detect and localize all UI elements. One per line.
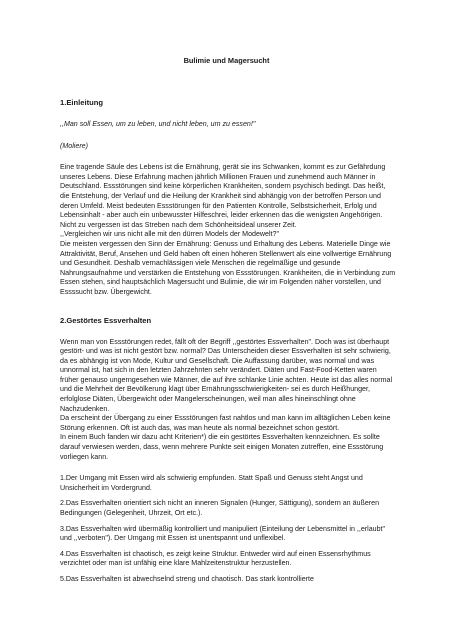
list-item: 4.Das Essverhalten ist chaotisch, es zeigt keine Struktur. Entweder wird auf einen Essensrhythmus verzichtet oder man ist unfähig eine klare Mahlzeitenstruktur herzustellen. bbox=[60, 549, 371, 568]
list-item: 2.Das Essverhalten orientiert sich nicht an inneren Signalen (Hunger, Sättigung), sondern an äußeren Bedingungen (Gelegenheit, Uhrzeit, Ort etc.). bbox=[60, 499, 380, 517]
section-heading-essverhalten: 2.Gestörtes Essverhalten bbox=[60, 315, 152, 325]
paragraph: Da erscheint der Übergang zu einer Essstörungen fast nahtlos und man kann im alltäglichen Leben keine Störung erkennen. Oft ist auch das, was man heute als normal bezeichnet schon gestört. bbox=[60, 414, 391, 432]
moliere-quote: ,,Man soll Essen, um zu leben, und nicht leben, um zu essen!" bbox=[60, 120, 256, 128]
paragraph: In einem Buch fanden wir dazu acht Kriterien*) die ein gestörtes Essverhalten kennzeichnen. Es sollte darauf verwiesen werden, dass, wenn mehrere Punkte seit einigen Monaten zutreffen, eine Essstörung vorliegen kann. bbox=[60, 433, 384, 461]
list-item: 3.Das Essverhalten wird übermäßig kontrolliert und manipuliert (Einteilung der Lebensmittel in ,,erlaubt" und ,,verboten"). Der Umgang mit Essen ist unentspannt und unflexibel. bbox=[60, 524, 386, 543]
section-heading-einleitung: 1.Einleitung bbox=[60, 98, 104, 107]
paragraph: Nicht zu vergessen ist das Streben nach dem Schönheitsideal unserer Zeit. bbox=[60, 220, 297, 229]
paragraph: Die meisten vergessen den Sinn der Ernährung: Genuss und Erhaltung des Lebens. Materielle Dinge wie Attraktivität, Beruf, Ansehen und Geld haben oft einen höheren Stellenwert als eine vollwertige Ernährung und Gesundheit. Deshalb vernachlässigen viele Menschen die regelmäßige und gesunde Nahrungsaufnahme und verstärken die Entstehung von Essstörungen. Krankheiten, die in Verbindung zum Essen stehen, sind hauptsächlich Magersucht und Bulimie, die wir im Folgenden näher vorstellen, und Essssucht bzw. Übergewicht. bbox=[60, 239, 396, 296]
list-item: 1.Der Umgang mit Essen wird als schwierig empfunden. Statt Spaß und Genuss steht Angst und Unsicherheit im Vordergrund. bbox=[60, 474, 363, 492]
criteria-list bbox=[60, 474, 396, 583]
paragraph: Eine tragende Säule des Lebens ist die Ernährung, gerät sie ins Schwanken, kommt es zur Gefährdung unseres Lebens. Diese Erfahrung machen jährlich Millionen Frauen und zunehmend auch Männer in Deutschland. Essstörungen sind keine körperlichen Krankheiten, sondern psychisch bedingt. Das heißt, die Entstehung, der Verlauf und die Heilung der Krankheit sind abhängig von der betroffen Person und deren Umfeld. Meist bedeuten Essstörungen für den Patienten Kontrolle, Selbstsicherheit, Erfolg und Lebensinhalt - aber auch ein unbewusster Hilfeschrei, leider erkennen das die wenigsten Angehörigen. bbox=[60, 163, 386, 220]
list-item: 5.Das Essverhalten ist abwechselnd streng und chaotisch. Das stark kontrollierte bbox=[60, 574, 314, 583]
paragraph: ,,Vergleichen wir uns nicht alle mit den dürren Models der Modewelt?" bbox=[60, 230, 279, 239]
document-body bbox=[60, 98, 396, 589]
document-title: Bulimie und Magersucht bbox=[183, 56, 270, 65]
paragraph: Wenn man von Essstörungen redet, fällt oft der Begriff ,,gestörtes Essverhalten". Doch was ist überhaupt gestört- und was ist nicht gestört bzw. normal? Das Unterscheiden dieser Essverhalten ist sehr schwierig, da es abhängig ist von Mode, Kultur und Gesellschaft. Die Auffassung darüber, was normal und was unnormal ist, hat sich in den letzten Jahrzehnten sehr verändert. Diäten und Fast-Food-Ketten waren früher genauso ungerngesehen wie Männer, die auf ihre schlanke Linie achten. Heute ist das alles normal und die Mehrheit der Bevölkerung klagt über Ernährungsschwierigkeiten- sei es durch Heißhunger, erfolglose Diäten, Übergewicht oder Mangelerscheinungen, weil man alles hineinschlingt ohne Nachzudenken. bbox=[60, 337, 393, 413]
quote-author: (Moliere) bbox=[60, 141, 88, 150]
